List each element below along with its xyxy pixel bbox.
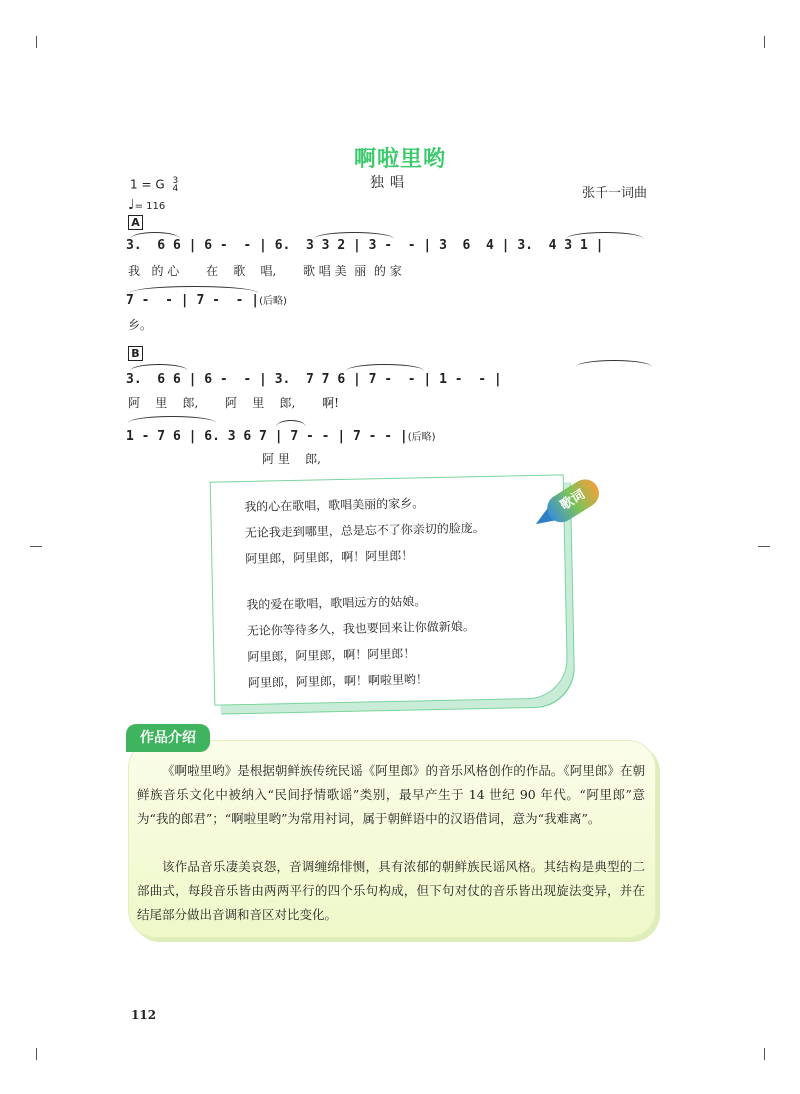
meter-top: 3 — [172, 176, 179, 186]
meter-bottom: 4 — [172, 184, 179, 194]
score-line-a2 — [126, 292, 287, 308]
lyric-verse1-line2: 无论我走到哪里，总是忘不了你亲切的脸庞。 — [244, 520, 485, 541]
quarter-note-icon: ♩ — [128, 197, 135, 213]
lyric-line-b1: 阿 里 郎, 阿 里 郎, 啊! — [128, 396, 339, 410]
song-subtitle: 独唱 — [370, 175, 410, 191]
section-b-label: B — [128, 346, 143, 361]
intro-paragraph-1: 《啊啦里哟》是根据朝鲜族传统民谣《阿里郎》的音乐风格创作的作品。《阿里郎》在朝鲜族音乐文化中被纳入“民间抒情歌谣”类别，最早产生于 14 世纪 90 年代。“阿里郎”意为“我的郎君”；“啊啦里哟”为常用衬词，属于朝鲜语中的汉语借词，意为“我难离”。 — [137, 763, 645, 826]
score-line-a1: 3. 6 6 | 6 - - | 6. 3 3 2 | 3 - - | 3 6 4 | 3. 4 3 1 | — [126, 238, 604, 253]
song-title: 啊啦里哟 — [353, 146, 446, 172]
lyric-verse1-line3: 阿里郎，阿里郎，啊！阿里郎！ — [245, 548, 414, 567]
composer-credit: 张千一词曲 — [582, 186, 648, 201]
tempo-value: = 116 — [134, 201, 166, 212]
intro-box — [128, 740, 656, 938]
score-notes-b2: 1 - 7 6 | 6. 3 6 7 | 7 - - | 7 - - | — [126, 429, 408, 444]
lyric-line-a2: 乡。 — [128, 318, 153, 332]
section-a-label: A — [128, 215, 143, 230]
lyric-verse2-line2: 无论你等待多久，我也要回来让你做新娘。 — [246, 619, 475, 638]
lyric-line-a1: 我 的 心 在 歌 唱, 歌 唱 美 丽 的 家 — [128, 264, 402, 278]
crop-mark — [764, 1048, 765, 1060]
omitted-remark: (后略) — [407, 432, 436, 443]
slur — [346, 364, 424, 371]
score-line-b2 — [126, 428, 436, 444]
crop-mark — [36, 36, 37, 48]
intro-tab: 作品介绍 — [126, 724, 210, 752]
intro-paragraph-2: 该作品音乐凄美哀怨，音调缠绵悱恻，具有浓郁的朝鲜族民谣风格。其结构是典型的二部曲式，每段音乐皆由两两平行的四个乐句构成，但下句对仗的音乐皆出现旋法变异，并在结尾部分做出音调和音区对比变化。 — [137, 859, 645, 922]
lyrics-text — [244, 489, 488, 696]
crop-mark — [36, 1048, 37, 1060]
lyric-verse2-line3: 阿里郎，阿里郎，啊！阿里郎！ — [247, 646, 416, 664]
slur — [576, 360, 652, 367]
tempo-marking — [128, 197, 165, 213]
lyrics-card — [210, 474, 569, 705]
slur — [128, 416, 216, 423]
score-line-b1: 3. 6 6 | 6 - - | 3. 7 7 6 | 7 - - | 1 - - | — [126, 372, 502, 387]
slur — [276, 420, 306, 427]
page-number: 112 — [131, 1008, 157, 1022]
lyric-verse1-line1: 我的心在歌唱，歌唱美丽的家乡。 — [244, 496, 425, 515]
time-signature — [172, 177, 178, 193]
key-label: 1 = G — [130, 177, 165, 192]
omitted-remark: (后略) — [259, 296, 287, 307]
lyric-verse2-line1: 我的爱在歌唱，歌唱远方的姑娘。 — [246, 594, 427, 612]
score-notes-a2: 7 - - | 7 - - | — [126, 293, 260, 308]
lyric-verse2-line4: 阿里郎，阿里郎，啊！啊啦里哟！ — [247, 672, 429, 690]
slur — [130, 364, 188, 371]
crop-mark — [30, 546, 42, 547]
crop-mark — [758, 546, 770, 547]
lyrics-badge-label: 歌词 — [542, 474, 604, 527]
crop-mark — [764, 36, 765, 48]
lyric-line-b2: 阿 里 郎, — [262, 452, 321, 466]
key-signature — [130, 177, 178, 193]
